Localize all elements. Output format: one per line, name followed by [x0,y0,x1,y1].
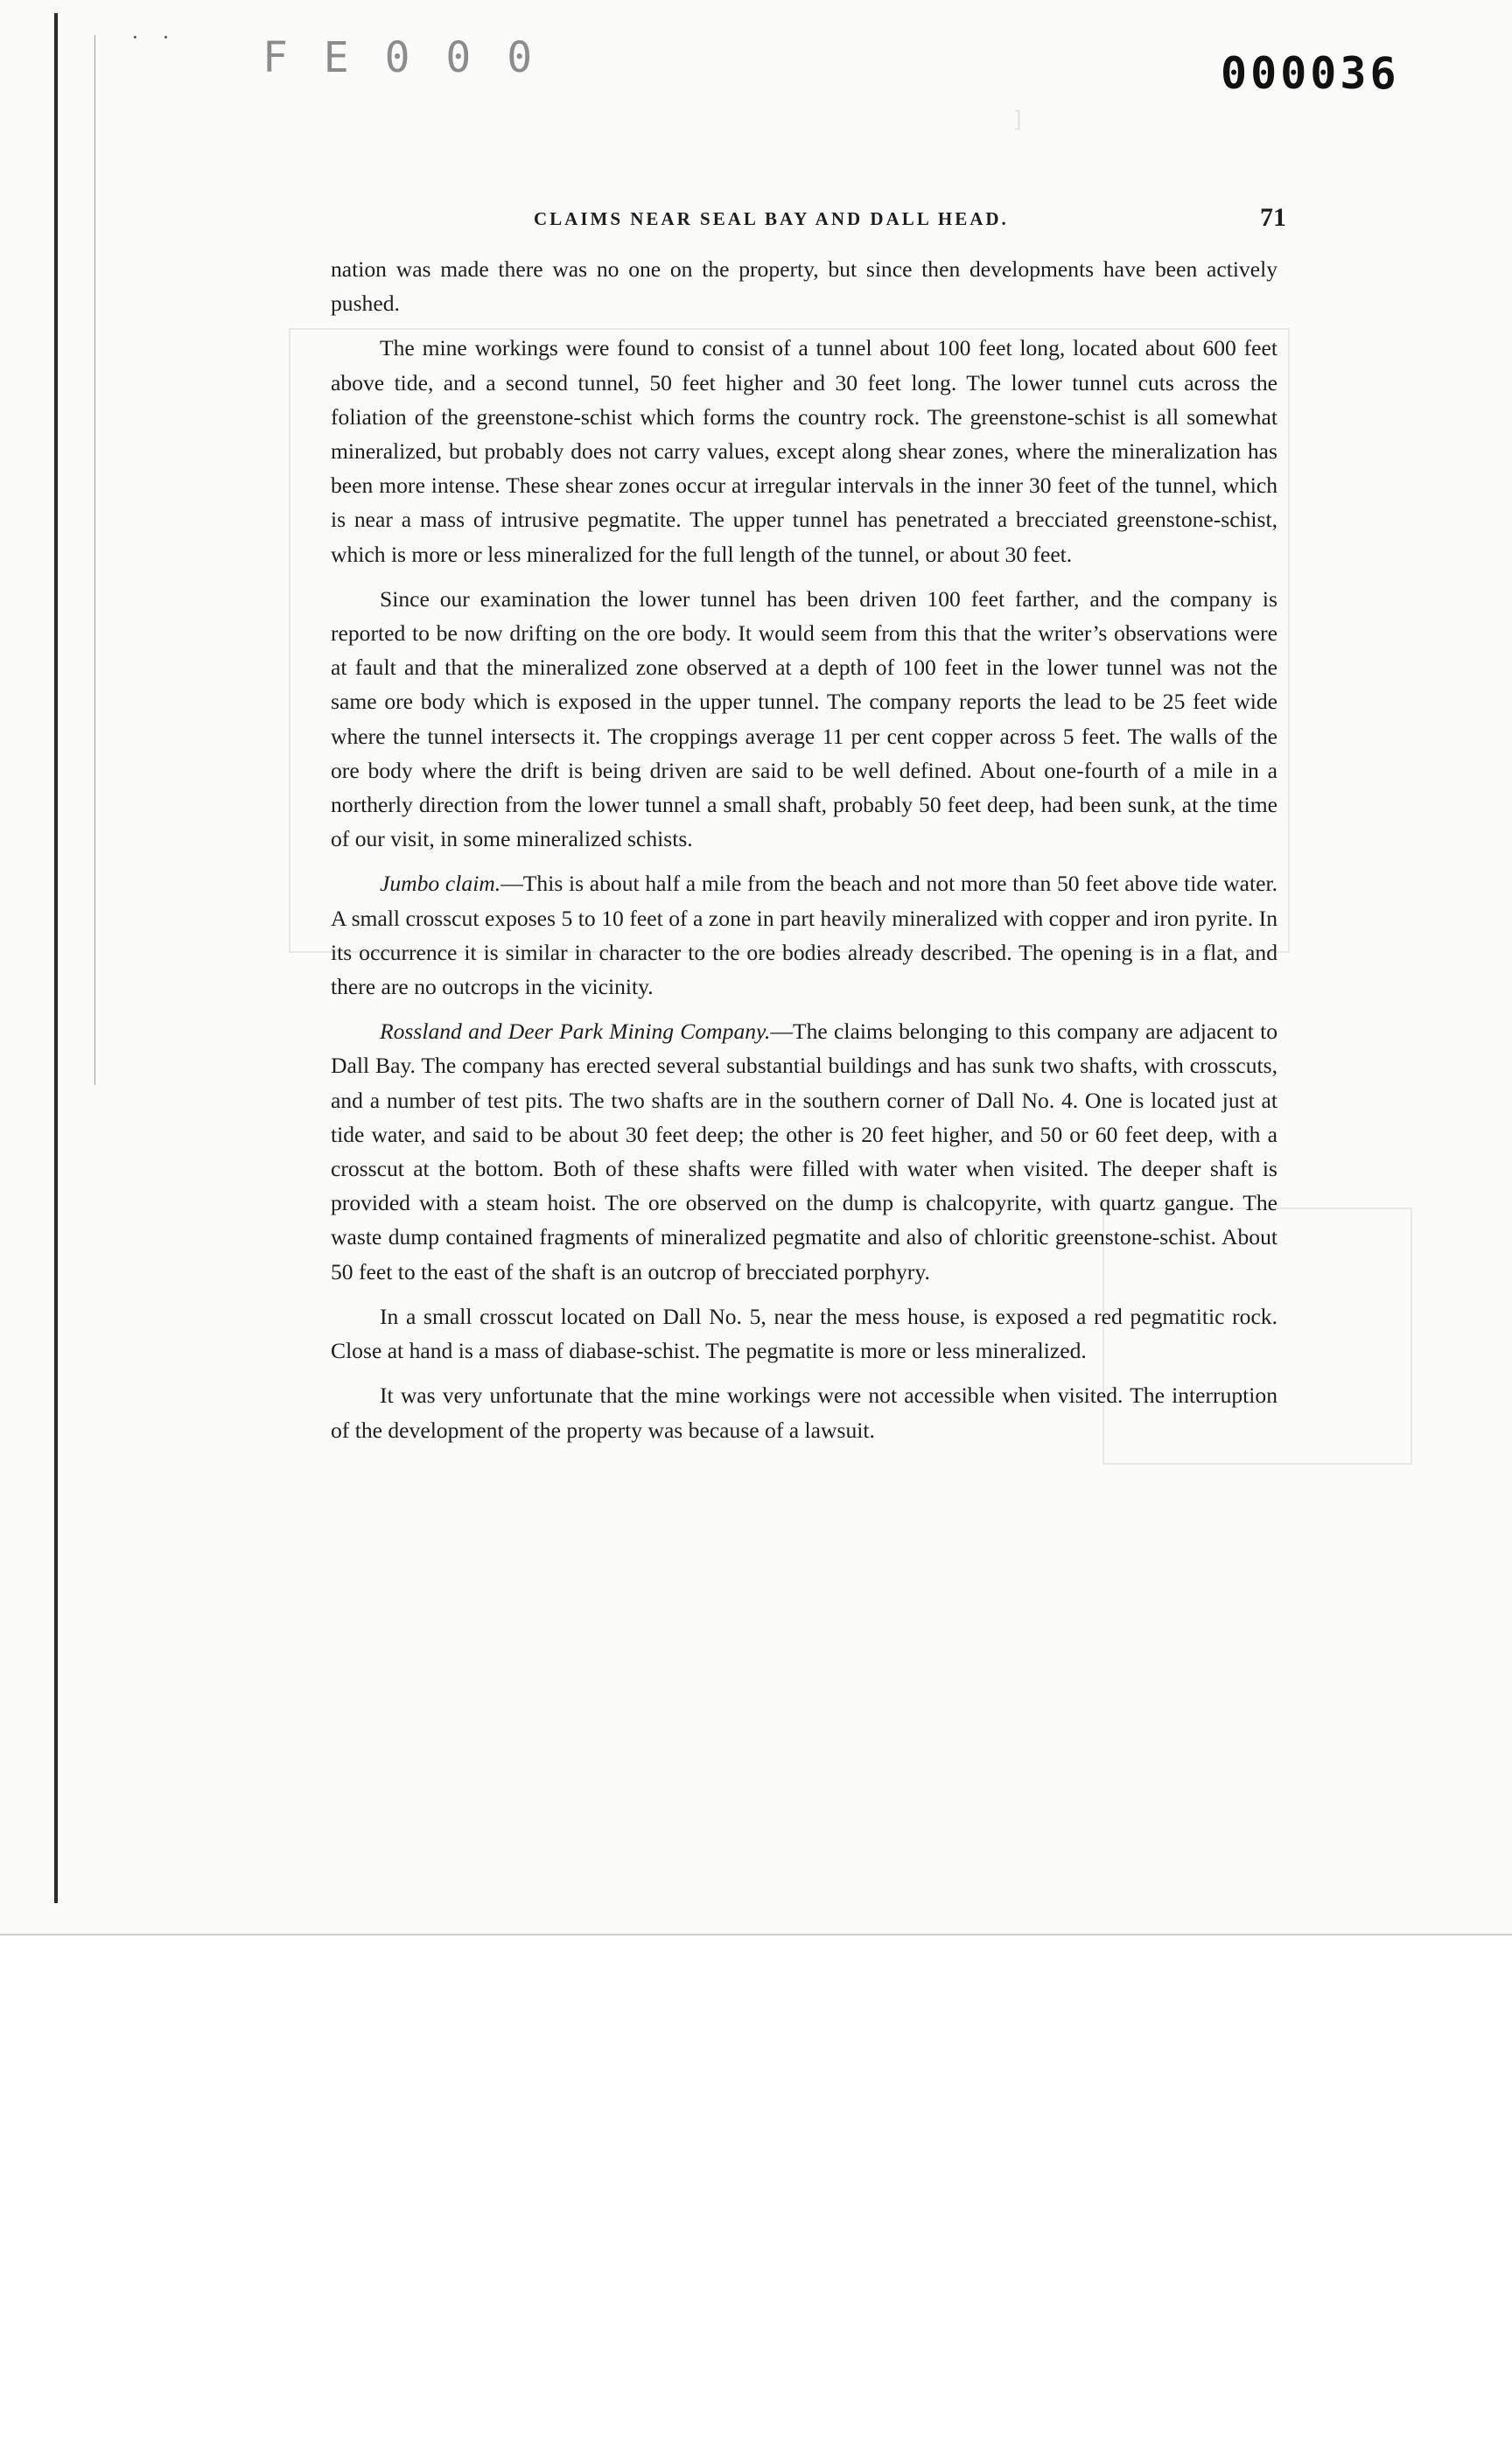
paragraph-lawsuit: It was very unfortunate that the mine workings were not accessible when visited. The interruption of the development of the property was because of a lawsuit. [331,1382,1278,1443]
paragraph-since-examination: Since our examination the lower tunnel has been driven 100 feet farther, and the company is reported to be now drifting on the ore body. It would seem from this that the writer’s observations were at fault and that the mineralized zone observed at a depth of 100 feet in the lower tunnel was not the same ore body which is exposed in the upper tunnel. The company reports the lead to be 25 feet wide where the tunnel intersects it. The croppings average 11 per cent copper across 5 feet. The walls of the ore body where the drift is being driven are said to be well defined. About one-fourth of a mile in a northerly direction from the lower tunnel a small shaft, probably 50 feet deep, had been sunk, at the time of our visit, in some mineralized schists. [331,585,1278,852]
paragraph-dall-no-5: In a small crosscut located on Dall No. 5, near the mess house, is exposed a red pegmatitic rock. Close at hand is a mass of diabase-schist. The pegmatite is more or less mineralized. [331,1303,1278,1364]
running-header [324,203,1286,234]
body-text [331,252,1278,1447]
scan-specks: · · [131,24,178,50]
rossland-text: —The claims belonging to this company are adjacent to Dall Bay. The company has erected several substantial buildings and has sunk two shafts, with crosscuts, and a number of test pits. The two shafts are in the southern corner of Dall No. 4. One is located just at tide water, and said to be about 30 feet deep; the other is 20 feet higher, and 50 or 60 feet deep, with a crosscut at the bottom. Both of these shafts were filled with water when visited. The deeper shaft is provided with a steam hoist. The ore observed on the dump is chalcopyrite, with quartz gangue. The waste dump contained fragments of mineralized pegmatite and also of chloritic greenstone-schist. About 50 feet to the east of the shaft is an outcrop of brecciated porphyry. [331,1018,1278,1284]
running-head-title: CLAIMS NEAR SEAL BAY AND DALL HEAD. [534,208,1009,229]
bleed-through-text-1: ] [368,107,1026,133]
paragraph-rossland-deer-park [331,1014,1278,1289]
paragraph-mine-workings: The mine workings were found to consist of a tunnel about 100 feet long, located about 600 feet above tide, and a second tunnel, 50 feet higher and 30 feet long. The lower tunnel cuts across the foliation of the greenstone-schist which forms the country rock. The greenstone-schist is all somewhat mineralized, but probably does not carry values, except along shear zones, where the mineralization has been more intense. These shear zones occur at irregular intervals in the inner 30 feet of the tunnel, which is near a mass of intrusive pegmatite. The upper tunnel has penetrated a brecciated greenstone-schist, which is more or less mineralized for the full length of the tunnel, or about 30 feet. [331,335,1278,567]
bates-stamp-number: 000036 [1221,48,1400,99]
paragraph-jumbo-claim [331,866,1278,1004]
jumbo-claim-text: —This is about half a mile from the beach and not more than 50 feet above tide water. A small crosscut exposes 5 to 10 feet of a zone in part heavily mineralized with copper and iron pyrite. In its occurrence it is similar in character to the ore bodies already described. The opening is in a flat, and there are no outcrops in the vicinity. [331,871,1278,1000]
paragraph-continuation: nation was made there was no one on the property, but since then developments have been actively pushed. [331,256,1278,317]
faint-stamp-number: F E 0 0 0 [262,33,538,82]
jumbo-claim-heading: Jumbo claim. [380,871,501,897]
binding-edge-line [54,13,58,1903]
page-number: 71 [1260,203,1286,232]
rossland-heading: Rossland and Deer Park Mining Company. [380,1018,771,1045]
binding-edge-thin-line [94,35,95,1085]
